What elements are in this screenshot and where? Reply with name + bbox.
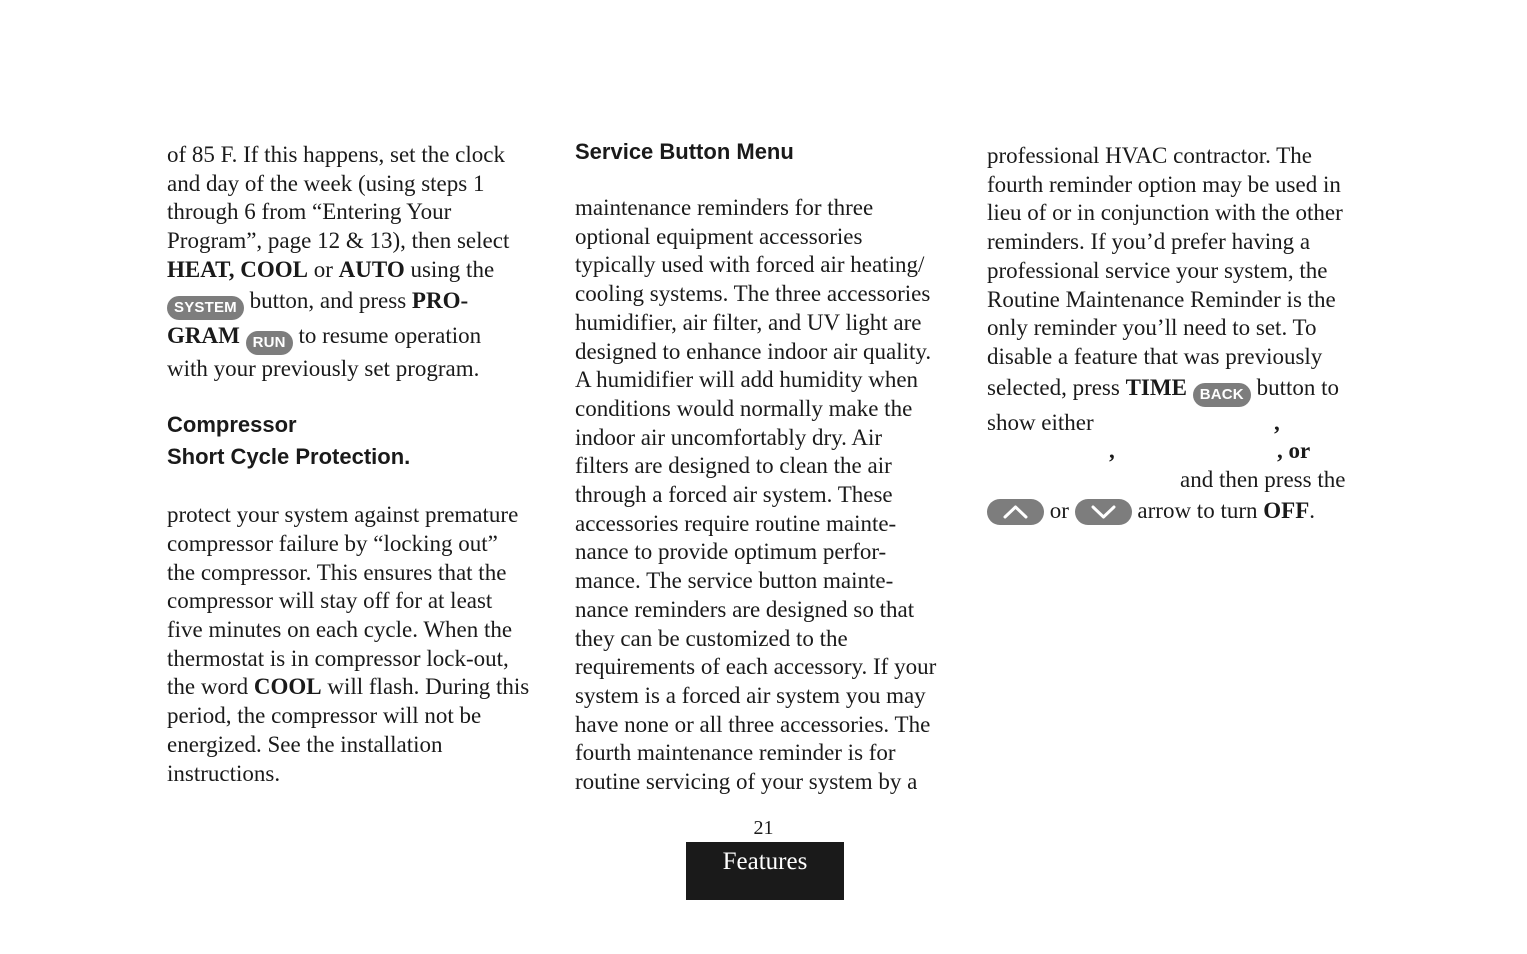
text-line: five minutes on each cycle. When the <box>167 617 513 643</box>
text-line: and then press the <box>1180 467 1346 493</box>
spacer <box>167 473 547 501</box>
text-line <box>987 437 1367 466</box>
system-button-icon: SYSTEM <box>167 296 244 320</box>
text-line: through 6 from “Entering Your <box>167 199 452 225</box>
text: arrow to turn <box>1131 497 1264 523</box>
text-line <box>167 322 547 355</box>
column-3 <box>987 142 1367 525</box>
text-line <box>167 673 547 702</box>
page-number: 21 <box>753 817 774 839</box>
text-line: professional service your system, the <box>987 257 1328 283</box>
back-button-icon: BACK <box>1193 383 1251 407</box>
down-arrow-button <box>1075 499 1132 525</box>
text-line: lieu of or in conjunction with the other <box>987 200 1343 226</box>
off-label: OFF <box>1263 497 1310 523</box>
mode-auto: AUTO <box>338 256 405 282</box>
text-line: the compressor. This ensures that the <box>167 559 507 585</box>
spacer <box>167 383 547 409</box>
text: button, and press <box>243 287 412 313</box>
text-line: typically used with forced air heating/ <box>575 252 925 278</box>
text-line: professional HVAC contractor. The <box>987 143 1312 168</box>
text-line: fourth reminder option may be used in <box>987 171 1341 197</box>
text-line: have none or all three accessories. The <box>575 711 931 737</box>
text-line: instructions. <box>167 760 281 786</box>
text: or <box>1044 497 1075 523</box>
text-line: period, the compressor will not be <box>167 703 482 729</box>
text-line: indoor air uncomfortably dry. Air <box>575 424 883 450</box>
text-line: thermostat is in compressor lock-out, <box>167 645 509 671</box>
text: to resume operation <box>292 322 482 348</box>
text: using the <box>404 256 495 282</box>
text-line <box>167 256 547 285</box>
section-tab: Features <box>686 842 844 900</box>
column-1 <box>167 141 547 788</box>
paragraph-service-menu <box>575 194 960 797</box>
program-label: PRO- <box>411 287 469 313</box>
text: or <box>308 256 339 282</box>
text-line: nance to provide optimum perfor- <box>575 539 887 565</box>
separator-comma: , <box>1109 438 1115 464</box>
text-line: disable a feature that was previously <box>987 343 1323 369</box>
text-line: fourth maintenance reminder is for <box>575 740 896 766</box>
text-line: with your previously set program. <box>167 355 480 381</box>
text-line: compressor will stay off for at least <box>167 588 493 614</box>
text-line: mance. The service button mainte- <box>575 568 894 594</box>
text-line: Program”, page 12 & 13), then select <box>167 228 510 254</box>
text-line: maintenance reminders for three <box>575 195 874 220</box>
text-line: protect your system against premature <box>167 502 519 528</box>
text-line: requirements of each accessory. If your <box>575 654 937 680</box>
program-label: GRAM <box>167 322 240 348</box>
text-line: Routine Maintenance Reminder is the <box>987 286 1336 312</box>
text: will flash. During this <box>321 674 530 700</box>
text-line: they can be customized to the <box>575 625 848 651</box>
text-line: routine servicing of your system by a <box>575 769 918 795</box>
text-line: only reminder you’ll need to set. To <box>987 315 1317 341</box>
spacer <box>575 168 960 194</box>
mode-names: HEAT, COOL <box>167 256 308 282</box>
text: show either <box>987 409 1094 435</box>
text-line: A humidifier will add humidity when <box>575 367 919 393</box>
text-line: system is a forced air system you may <box>575 682 926 708</box>
time-label: TIME <box>1125 374 1187 400</box>
paragraph-clock-reset <box>167 141 547 383</box>
up-arrow-button <box>987 499 1044 525</box>
text-line: designed to enhance indoor air quality. <box>575 338 932 364</box>
text-line: humidifier, air filter, and UV light are <box>575 309 922 335</box>
text-line: compressor failure by “locking out” <box>167 530 498 556</box>
separator-comma: , <box>1274 409 1280 435</box>
text-line: accessories require routine mainte- <box>575 510 897 536</box>
chevron-up-icon <box>1002 504 1029 520</box>
text-line: nance reminders are designed so that <box>575 596 915 622</box>
text: . <box>1309 497 1315 523</box>
section-heading: Service Button Menu <box>575 139 794 164</box>
text-line: of 85 F. If this happens, set the clock <box>167 142 505 167</box>
text-line: filters are designed to clean the air <box>575 453 892 479</box>
heading-line: Compressor <box>167 412 297 438</box>
paragraph-compressor <box>167 501 547 788</box>
text: the word <box>167 674 254 700</box>
text-line <box>987 497 1367 526</box>
heading-line: Short Cycle Protection. <box>167 444 411 470</box>
text-line: optional equipment accessories <box>575 223 863 249</box>
run-button-icon: RUN <box>246 331 293 355</box>
text-line: through a forced air system. These <box>575 482 893 508</box>
text-line <box>987 374 1367 407</box>
text-line: reminders. If you’d prefer having a <box>987 229 1311 255</box>
cool-label: COOL <box>253 674 322 700</box>
text: selected, press <box>987 374 1126 400</box>
text-line: energized. See the installation <box>167 731 443 757</box>
text-line <box>167 287 547 320</box>
chevron-down-icon <box>1090 504 1117 520</box>
text: button to <box>1250 374 1339 400</box>
text-line <box>987 409 1367 438</box>
text-line: cooling systems. The three accessories <box>575 281 931 307</box>
text-line: and day of the week (using steps 1 <box>167 170 485 196</box>
separator-or: , or <box>1277 438 1311 464</box>
section-heading <box>167 409 547 473</box>
text-line: conditions would normally make the <box>575 395 913 421</box>
column-2 <box>575 141 960 797</box>
